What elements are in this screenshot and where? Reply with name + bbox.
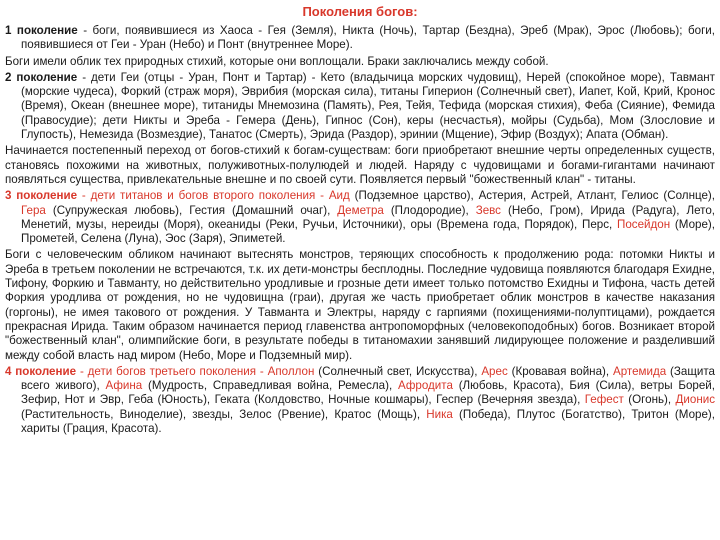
god-name-poseidon: Посейдон <box>617 217 671 231</box>
paragraph-generation-3 <box>5 189 715 246</box>
god-name-demetra: Деметра <box>337 203 384 217</box>
generation-2-label: 2 поколение <box>5 70 78 84</box>
god-name-nika: Ника <box>426 407 453 421</box>
generation-4-text-1: (Солнечный свет, Искусства), <box>314 364 482 378</box>
paragraph-generation-1 <box>5 24 715 53</box>
generation-4-text-8: (Победа), Плутос (Богатство), Тритон (Море), хариты (Грация, Красота). <box>21 407 715 436</box>
paragraph-generation-2 <box>5 71 715 142</box>
god-name-ares: Арес <box>481 364 508 378</box>
god-name-zevs: Зевс <box>475 203 501 217</box>
generation-4-text-6: (Огонь), <box>623 393 676 407</box>
generation-4-text-5: (Любовь, Красота), Бия (Сила), ветры Борей, Зефир, Нот и Эвр, Геба (Юность), Геката (Колдовство, Ночные кошмары), Геспер (Вечерняя звезда), <box>21 379 715 407</box>
generation-4-text-2: (Кровавая война), <box>507 364 613 378</box>
generation-3-text-4: (Небо, Гром), Ирида (Радуга), Лето, Менетий, музы, нереиды (Моря), океаниды (Реки, Ручьи, Источники), оры (Времена года, Порядок), Перс, <box>21 203 715 231</box>
generation-1-label: 1 поколение <box>5 24 78 37</box>
generation-3-text-1: (Подземное царство), Астерия, Астрей, Атлант, Гелиос (Солнце), <box>349 189 716 203</box>
generation-3-text-5: (Море), Прометей, Селена (Луна), Эос (Заря), Эпиметей. <box>21 217 715 246</box>
generation-4-text-4: (Мудрость, Справедливая война, Ремесла), <box>142 379 398 393</box>
generation-3-text-2: (Супружеская любовь), Гестия (Домашний очаг), <box>45 203 338 217</box>
god-name-gera: Гера <box>21 203 46 217</box>
generation-4-text-3: (Защита всего живого), <box>21 364 716 393</box>
generation-4-lead-rest: - дети богов третьего поколения - Аполлон <box>76 364 315 378</box>
god-name-dionis: Дионис <box>675 393 715 407</box>
god-name-gefest: Гефест <box>584 393 624 407</box>
page-title: Поколения богов: <box>302 4 418 19</box>
paragraph-generation-4 <box>5 365 715 436</box>
generation-3-text-3: (Плодородие), <box>383 203 476 217</box>
paragraph-monsters: Боги с человеческим обликом начинают вытеснять монстров, теряющих способность к продолжению рода: потомки Никты и Эреба в третьем поколении не встречаются, т.к. их дети-монстры бесплодны. Последние чудовища появляются благодаря Ехидне, Тифону, Форкию и Тавманту, но действительно уродливые и грозные дети имеет только потомство Ехидны и Тифона, часть детей Форкия уродлива от рождения, но не чудовищна (граи), другая же часть приобретает облик монстров в качестве наказания (горгоны), не имея такового от рождения. У Тавманта и Электры, наряду с гарпиями (похищениями-полуптицами), рождается прекрасная Ирида. Таким образом начинается период главенства антропоморфных (человекоподобных) богов. Возникает второй "божественный клан", олимпийские боги, в результате победы в титаномахии занявший лидирующее положение и разделивший между собой власть над миром (Небо, Море и Подземный мир). <box>5 248 715 362</box>
generation-3-lead-rest: - дети титанов и богов второго поколения - Аид <box>77 189 350 203</box>
god-name-artemida: Артемида <box>612 364 667 378</box>
god-name-afina: Афина <box>105 379 143 393</box>
generation-4-label: 4 поколение <box>5 364 77 378</box>
generation-4-text-7: (Растительность, Виноделие), звезды, Зелос (Рвение), Кратос (Мощь), <box>21 407 427 421</box>
generation-1-text: - боги, появившиеся из Хаоса - Гея (Земля), Никта (Ночь), Тартар (Бездна), Эреб (Мрак), Эрос (Любовь); боги, появившиеся от Геи - Уран (Небо) и Понт (внутреннее Море). <box>21 24 715 52</box>
generation-2-text: - дети Геи (отцы - Уран, Понт и Тартар) - Кето (владычица морских чудовищ), Нерей (спокойное море), Тавмант (морские чудеса), Форкий (страж моря), Эврибия (морская сила), титаны Гиперион (Солнечный свет), Иапет, Кой, Крий, Кронос (Время), Океан (внешнее море), титаниды Мнемозина (Память), Рея, Тейя, Тефида (морская стихия), Феба (Сияние), Фемида (Правосудие); дети Никты и Эреба - Гемера (День), Гипнос (Сон), керы (несчастья), мойры (Судьба), Мом (Злословие и Глупость), Немезида (Возмездие), Танатос (Смерть), Эрида (Раздор), эринии (Мщение), Эфир (Воздух); Апата (Обман). <box>21 70 715 142</box>
paragraph-appearance: Боги имели облик тех природных стихий, которые они воплощали. Браки заключались между собой. <box>5 54 549 68</box>
paragraph-transition: Начинается постепенный переход от богов-стихий к богам-существам: боги приобретают внешние черты определенных существ, становясь похожими на животных, полуживотных-полулюдей и людей. Наряду с чудовищами и богами-гигантами начинают появляться существа, привлекательные внешне и по своей сути. Появляется первый "божественный клан" - титаны. <box>5 144 715 186</box>
god-name-afrodita: Афродита <box>397 379 453 393</box>
generation-3-label: 3 поколение <box>5 189 78 203</box>
